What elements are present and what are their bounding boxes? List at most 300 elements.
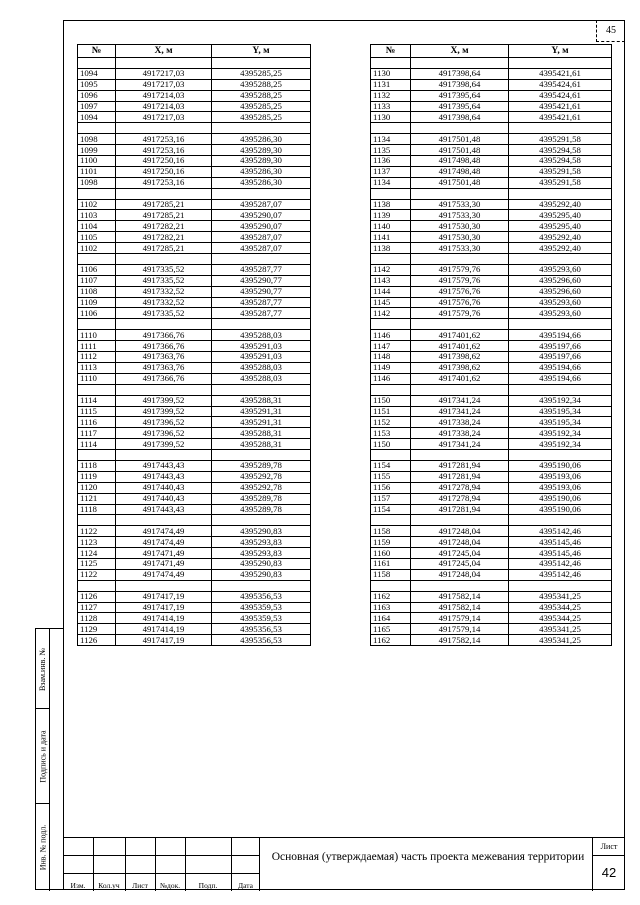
table-row xyxy=(371,602,612,613)
coord-y: 4395292,40 xyxy=(509,232,612,243)
point-number: 1116 xyxy=(78,417,116,428)
empty-cell xyxy=(116,515,212,526)
coord-y: 4395293,83 xyxy=(212,537,311,548)
group-separator-row xyxy=(371,384,612,395)
coord-x: 4917399,52 xyxy=(116,395,212,406)
table-row xyxy=(78,297,311,308)
coord-y: 4395291,58 xyxy=(509,166,612,177)
point-number: 1156 xyxy=(371,482,411,493)
coord-x: 4917498,48 xyxy=(411,166,509,177)
table-row xyxy=(371,90,612,101)
table-row xyxy=(78,232,311,243)
coord-y: 4395288,31 xyxy=(212,395,311,406)
coord-y: 4395197,66 xyxy=(509,341,612,352)
coord-x: 4917576,76 xyxy=(411,297,509,308)
point-number: 1154 xyxy=(371,504,411,515)
table-row xyxy=(78,602,311,613)
coord-y: 4395292,40 xyxy=(509,243,612,254)
empty-cell xyxy=(116,188,212,199)
empty-cell xyxy=(411,319,509,330)
coord-y: 4395291,58 xyxy=(509,177,612,188)
point-number: 1137 xyxy=(371,166,411,177)
coord-x: 4917281,94 xyxy=(411,471,509,482)
coord-x: 4917253,16 xyxy=(116,145,212,156)
coord-x: 4917579,14 xyxy=(411,624,509,635)
coord-y: 4395287,07 xyxy=(212,199,311,210)
coord-x: 4917398,64 xyxy=(411,68,509,79)
point-number: 1110 xyxy=(78,330,116,341)
point-number: 1141 xyxy=(371,232,411,243)
empty-cell xyxy=(509,188,612,199)
coord-x: 4917250,16 xyxy=(116,156,212,167)
group-separator-row xyxy=(371,188,612,199)
coord-x: 4917401,62 xyxy=(411,330,509,341)
table-row xyxy=(78,221,311,232)
coord-y: 4395296,60 xyxy=(509,275,612,286)
coord-y: 4395142,46 xyxy=(509,569,612,580)
point-number: 1122 xyxy=(78,526,116,537)
empty-cell xyxy=(371,254,411,265)
coord-y: 4395194,66 xyxy=(509,373,612,384)
sheet-number: 42 xyxy=(601,865,617,880)
table-row xyxy=(78,504,311,515)
header-y: Y, м xyxy=(212,45,311,58)
header-num: № xyxy=(371,45,411,58)
table-row xyxy=(371,395,612,406)
table-row xyxy=(371,428,612,439)
empty-cell xyxy=(78,515,116,526)
table-row xyxy=(78,90,311,101)
coord-y: 4395142,46 xyxy=(509,526,612,537)
point-number: 1150 xyxy=(371,439,411,450)
table-row xyxy=(371,624,612,635)
point-number: 1149 xyxy=(371,362,411,373)
point-number: 1163 xyxy=(371,602,411,613)
empty-cell xyxy=(116,580,212,591)
title-block xyxy=(63,837,625,890)
coord-y: 4395421,61 xyxy=(509,112,612,123)
coord-y: 4395295,40 xyxy=(509,221,612,232)
group-separator-row xyxy=(371,515,612,526)
coord-y: 4395289,30 xyxy=(212,156,311,167)
coord-x: 4917338,24 xyxy=(411,428,509,439)
group-separator-row xyxy=(78,123,311,134)
coord-y: 4395291,31 xyxy=(212,417,311,428)
table-row xyxy=(78,373,311,384)
point-number: 1142 xyxy=(371,264,411,275)
point-number: 1152 xyxy=(371,417,411,428)
header-y: Y, м xyxy=(509,45,612,58)
point-number: 1164 xyxy=(371,613,411,624)
table-row xyxy=(371,308,612,319)
stamp-col-data: Дата xyxy=(238,881,253,890)
coord-y: 4395341,25 xyxy=(509,591,612,602)
table-row xyxy=(78,134,311,145)
coord-y: 4395288,03 xyxy=(212,362,311,373)
title-block-grid xyxy=(63,838,260,891)
table-row xyxy=(371,286,612,297)
coord-y: 4395194,66 xyxy=(509,330,612,341)
point-number: 1151 xyxy=(371,406,411,417)
point-number: 1165 xyxy=(371,624,411,635)
coord-y: 4395288,25 xyxy=(212,79,311,90)
table-row xyxy=(371,460,612,471)
coord-y: 4395193,06 xyxy=(509,482,612,493)
coord-x: 4917341,24 xyxy=(411,395,509,406)
coord-y: 4395293,60 xyxy=(509,297,612,308)
coord-y: 4395289,78 xyxy=(212,493,311,504)
coord-y: 4395289,78 xyxy=(212,504,311,515)
table-row xyxy=(371,68,612,79)
coord-x: 4917363,76 xyxy=(116,352,212,363)
coord-y: 4395288,03 xyxy=(212,330,311,341)
coord-x: 4917498,48 xyxy=(411,156,509,167)
table-row xyxy=(78,145,311,156)
empty-cell xyxy=(411,123,509,134)
coord-x: 4917417,19 xyxy=(116,591,212,602)
point-number: 1111 xyxy=(78,341,116,352)
coord-y: 4395290,83 xyxy=(212,558,311,569)
table-row xyxy=(78,635,311,646)
point-number: 1123 xyxy=(78,537,116,548)
point-number: 1138 xyxy=(371,199,411,210)
coord-x: 4917335,52 xyxy=(116,264,212,275)
coord-x: 4917501,48 xyxy=(411,134,509,145)
coord-x: 4917579,14 xyxy=(411,613,509,624)
coord-y: 4395291,03 xyxy=(212,341,311,352)
empty-cell xyxy=(78,254,116,265)
table-row xyxy=(371,471,612,482)
point-number: 1144 xyxy=(371,286,411,297)
coord-y: 4395288,31 xyxy=(212,439,311,450)
table-row xyxy=(78,264,311,275)
coord-x: 4917582,14 xyxy=(411,591,509,602)
point-number: 1131 xyxy=(371,79,411,90)
coordinates-table-right xyxy=(370,44,612,646)
coord-y: 4395296,60 xyxy=(509,286,612,297)
coord-x: 4917335,52 xyxy=(116,308,212,319)
coord-y: 4395291,31 xyxy=(212,406,311,417)
point-number: 1101 xyxy=(78,166,116,177)
point-number: 1134 xyxy=(371,177,411,188)
side-label-signature: Подпись и дата xyxy=(38,730,48,783)
point-number: 1098 xyxy=(78,134,116,145)
coord-x: 4917278,94 xyxy=(411,482,509,493)
coord-x: 4917396,52 xyxy=(116,417,212,428)
table-row xyxy=(371,156,612,167)
table-row xyxy=(371,101,612,112)
coord-x: 4917395,64 xyxy=(411,90,509,101)
coord-y: 4395290,07 xyxy=(212,221,311,232)
coord-x: 4917217,03 xyxy=(116,68,212,79)
coord-x: 4917471,49 xyxy=(116,548,212,559)
empty-cell xyxy=(212,254,311,265)
point-number: 1143 xyxy=(371,275,411,286)
table-row xyxy=(371,569,612,580)
table-row xyxy=(78,482,311,493)
table-row xyxy=(371,613,612,624)
point-number: 1146 xyxy=(371,330,411,341)
point-number: 1109 xyxy=(78,297,116,308)
point-number: 1107 xyxy=(78,275,116,286)
coord-y: 4395293,60 xyxy=(509,264,612,275)
coord-y: 4395421,61 xyxy=(509,101,612,112)
point-number: 1106 xyxy=(78,264,116,275)
table-row xyxy=(371,112,612,123)
coord-x: 4917401,62 xyxy=(411,373,509,384)
point-number: 1139 xyxy=(371,210,411,221)
empty-cell xyxy=(411,384,509,395)
empty-cell xyxy=(78,58,116,69)
coord-y: 4395288,25 xyxy=(212,90,311,101)
empty-cell xyxy=(509,123,612,134)
table-row xyxy=(78,199,311,210)
coord-x: 4917338,24 xyxy=(411,417,509,428)
coord-y: 4395292,78 xyxy=(212,482,311,493)
point-number: 1100 xyxy=(78,156,116,167)
table-row xyxy=(78,558,311,569)
empty-cell xyxy=(509,450,612,461)
coord-x: 4917363,76 xyxy=(116,362,212,373)
point-number: 1104 xyxy=(78,221,116,232)
coord-y: 4395289,30 xyxy=(212,145,311,156)
table-row xyxy=(371,362,612,373)
coord-x: 4917443,43 xyxy=(116,460,212,471)
table-row xyxy=(371,221,612,232)
table-row xyxy=(78,591,311,602)
coord-y: 4395294,58 xyxy=(509,156,612,167)
coord-y: 4395290,83 xyxy=(212,569,311,580)
table-row xyxy=(371,330,612,341)
empty-cell xyxy=(78,123,116,134)
table-row xyxy=(78,439,311,450)
group-separator-row xyxy=(78,515,311,526)
table-row xyxy=(78,526,311,537)
group-separator-row xyxy=(78,319,311,330)
coord-y: 4395292,78 xyxy=(212,471,311,482)
coord-y: 4395145,46 xyxy=(509,548,612,559)
coord-x: 4917245,04 xyxy=(411,548,509,559)
coord-y: 4395286,30 xyxy=(212,134,311,145)
group-separator-row xyxy=(78,384,311,395)
header-x: X, м xyxy=(116,45,212,58)
point-number: 1102 xyxy=(78,243,116,254)
coord-y: 4395285,25 xyxy=(212,68,311,79)
coord-x: 4917474,49 xyxy=(116,526,212,537)
sheet-number-top: 45 xyxy=(596,20,625,42)
coord-y: 4395424,61 xyxy=(509,79,612,90)
coord-y: 4395286,30 xyxy=(212,166,311,177)
group-separator-row xyxy=(78,188,311,199)
coord-x: 4917399,52 xyxy=(116,439,212,450)
empty-cell xyxy=(212,450,311,461)
table-row xyxy=(78,156,311,167)
point-number: 1155 xyxy=(371,471,411,482)
point-number: 1110 xyxy=(78,373,116,384)
stamp-col-podp: Подп. xyxy=(198,881,218,890)
empty-cell xyxy=(116,319,212,330)
coord-y: 4395195,34 xyxy=(509,406,612,417)
coord-y: 4395145,46 xyxy=(509,537,612,548)
coord-x: 4917579,76 xyxy=(411,264,509,275)
table-row xyxy=(371,558,612,569)
coord-x: 4917443,43 xyxy=(116,471,212,482)
empty-cell xyxy=(78,580,116,591)
coord-x: 4917341,24 xyxy=(411,406,509,417)
table-row xyxy=(78,177,311,188)
coord-x: 4917576,76 xyxy=(411,286,509,297)
coord-x: 4917417,19 xyxy=(116,602,212,613)
empty-cell xyxy=(509,384,612,395)
table-row xyxy=(78,460,311,471)
coord-x: 4917248,04 xyxy=(411,537,509,548)
point-number: 1098 xyxy=(78,177,116,188)
empty-cell xyxy=(411,580,509,591)
coord-x: 4917582,14 xyxy=(411,602,509,613)
empty-cell xyxy=(78,450,116,461)
table-row xyxy=(371,177,612,188)
coord-x: 4917401,62 xyxy=(411,341,509,352)
coord-y: 4395421,61 xyxy=(509,68,612,79)
point-number: 1119 xyxy=(78,471,116,482)
table-row xyxy=(371,537,612,548)
empty-cell xyxy=(509,58,612,69)
coord-x: 4917285,21 xyxy=(116,199,212,210)
table-row xyxy=(371,439,612,450)
coord-x: 4917341,24 xyxy=(411,439,509,450)
coord-x: 4917332,52 xyxy=(116,286,212,297)
point-number: 1153 xyxy=(371,428,411,439)
coord-y: 4395344,25 xyxy=(509,602,612,613)
table-row xyxy=(371,79,612,90)
stamp-col-list: Лист xyxy=(132,881,148,890)
point-number: 1113 xyxy=(78,362,116,373)
empty-cell xyxy=(116,384,212,395)
coord-x: 4917533,30 xyxy=(411,243,509,254)
table-row xyxy=(78,330,311,341)
table-row xyxy=(78,341,311,352)
empty-cell xyxy=(371,515,411,526)
point-number: 1102 xyxy=(78,199,116,210)
empty-cell xyxy=(212,58,311,69)
group-separator-row xyxy=(371,450,612,461)
coord-x: 4917530,30 xyxy=(411,232,509,243)
coord-x: 4917443,43 xyxy=(116,504,212,515)
coord-x: 4917217,03 xyxy=(116,79,212,90)
coord-x: 4917282,21 xyxy=(116,232,212,243)
coord-x: 4917281,94 xyxy=(411,504,509,515)
table-row xyxy=(371,134,612,145)
side-stamp xyxy=(35,628,63,890)
table-row xyxy=(78,286,311,297)
coord-x: 4917530,30 xyxy=(411,221,509,232)
coord-y: 4395290,77 xyxy=(212,286,311,297)
table-row xyxy=(78,166,311,177)
table-row xyxy=(371,210,612,221)
coord-y: 4395288,03 xyxy=(212,373,311,384)
table-row xyxy=(371,352,612,363)
empty-cell xyxy=(212,515,311,526)
group-separator-row xyxy=(78,580,311,591)
coord-y: 4395194,66 xyxy=(509,362,612,373)
point-number: 1120 xyxy=(78,482,116,493)
empty-cell xyxy=(509,580,612,591)
table-row xyxy=(371,199,612,210)
coord-x: 4917282,21 xyxy=(116,221,212,232)
coord-x: 4917278,94 xyxy=(411,493,509,504)
group-separator-row xyxy=(371,319,612,330)
table-row xyxy=(371,275,612,286)
table-row xyxy=(78,308,311,319)
coord-x: 4917414,19 xyxy=(116,613,212,624)
point-number: 1148 xyxy=(371,352,411,363)
coord-x: 4917417,19 xyxy=(116,635,212,646)
empty-cell xyxy=(371,123,411,134)
group-separator-row xyxy=(371,580,612,591)
empty-cell xyxy=(212,384,311,395)
point-number: 1103 xyxy=(78,210,116,221)
point-number: 1161 xyxy=(371,558,411,569)
coord-y: 4395290,07 xyxy=(212,210,311,221)
coord-y: 4395195,34 xyxy=(509,417,612,428)
sheet-box xyxy=(592,838,625,891)
table-row xyxy=(78,210,311,221)
coord-x: 4917398,62 xyxy=(411,352,509,363)
point-number: 1130 xyxy=(371,112,411,123)
coord-y: 4395291,58 xyxy=(509,134,612,145)
table-row xyxy=(371,406,612,417)
point-number: 1114 xyxy=(78,439,116,450)
table-row xyxy=(371,493,612,504)
coordinates-table-left xyxy=(77,44,311,646)
table-row xyxy=(371,635,612,646)
coord-x: 4917440,43 xyxy=(116,482,212,493)
point-number: 1106 xyxy=(78,308,116,319)
point-number: 1145 xyxy=(371,297,411,308)
coord-y: 4395356,53 xyxy=(212,591,311,602)
coord-x: 4917398,64 xyxy=(411,79,509,90)
coord-x: 4917471,49 xyxy=(116,558,212,569)
coord-y: 4395344,25 xyxy=(509,613,612,624)
coord-x: 4917579,76 xyxy=(411,275,509,286)
empty-cell xyxy=(212,123,311,134)
point-number: 1127 xyxy=(78,602,116,613)
point-number: 1157 xyxy=(371,493,411,504)
table-row xyxy=(371,504,612,515)
table-row xyxy=(78,537,311,548)
table-row xyxy=(78,548,311,559)
table-row xyxy=(78,101,311,112)
coord-y: 4395192,34 xyxy=(509,395,612,406)
point-number: 1126 xyxy=(78,591,116,602)
coord-y: 4395289,78 xyxy=(212,460,311,471)
coord-y: 4395341,25 xyxy=(509,635,612,646)
coord-x: 4917217,03 xyxy=(116,112,212,123)
coord-y: 4395142,46 xyxy=(509,558,612,569)
table-row xyxy=(78,68,311,79)
empty-cell xyxy=(371,319,411,330)
coord-x: 4917332,52 xyxy=(116,297,212,308)
coord-x: 4917253,16 xyxy=(116,177,212,188)
empty-cell xyxy=(509,515,612,526)
point-number: 1124 xyxy=(78,548,116,559)
empty-cell xyxy=(509,319,612,330)
empty-cell xyxy=(212,319,311,330)
empty-cell xyxy=(116,450,212,461)
coord-y: 4395291,03 xyxy=(212,352,311,363)
table-row xyxy=(371,145,612,156)
point-number: 1158 xyxy=(371,569,411,580)
